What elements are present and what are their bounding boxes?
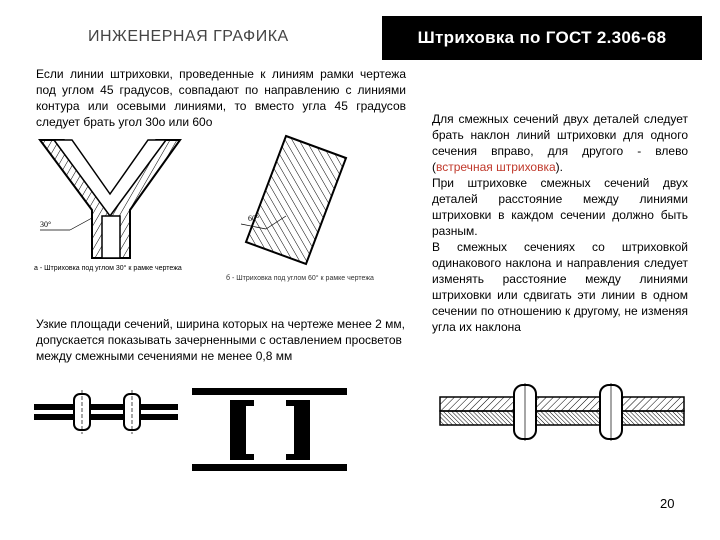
paragraph-hatch-angle: Если линии штриховки, проведенные к линиям рамки чертежа под углом 45 градусов, совпадают по направлению с линиями контура или осевыми линиями, то вместо угла 45 градусов следует брать угол 30о или 60о bbox=[36, 67, 406, 129]
para2-line3: В смежных сечениях со штриховкой одинакового наклона и направления следует изменять расстояние между линиями штриховки или сдвигать эти линии в одном сечении по отношению к другому, не изменяя угла их наклона bbox=[432, 240, 688, 334]
slide-title: Штриховка по ГОСТ 2.306-68 bbox=[417, 28, 667, 47]
angle-b-label: 60° bbox=[248, 214, 260, 223]
angle-a-label: 30° bbox=[40, 220, 52, 229]
para2-part1: Для смежных сечений двух деталей следует брать наклон линий штриховки для одного сечения вправо, для другого - влево ( bbox=[432, 112, 688, 174]
figure-ibeam-black bbox=[192, 388, 352, 478]
para2-red-term: встречная штриховка bbox=[436, 160, 556, 174]
para2-line2: При штриховке смежных сечений двух деталей расстояние между линиями штриховки в каждом сечении должно быть разным. bbox=[432, 176, 688, 238]
fig-a-caption: а - Штриховка под углом 30° к рамке чертежа bbox=[34, 265, 182, 272]
figure-rivet-hatch bbox=[440, 383, 690, 443]
fig-b-caption: б - Штриховка под углом 60° к рамке чертежа bbox=[226, 275, 374, 282]
paragraph-narrow-sections: Узкие площади сечений, ширина которых на чертеже менее 2 мм, допускается показывать зачерненными с оставлением просветов между смежными сечениями не менее 0,8 мм bbox=[36, 317, 405, 363]
page-number: 20 bbox=[660, 496, 675, 511]
figure-rivet-black bbox=[34, 390, 184, 440]
slide-header-title: ИНЖЕНЕРНАЯ ГРАФИКА bbox=[88, 28, 289, 45]
figure-block-hatch bbox=[226, 134, 396, 304]
para2-part2: ). bbox=[555, 160, 564, 174]
figure-y-pipe-hatch bbox=[30, 130, 240, 300]
slide-title-bar bbox=[382, 16, 702, 60]
paragraph-adjacent-sections bbox=[432, 111, 688, 335]
